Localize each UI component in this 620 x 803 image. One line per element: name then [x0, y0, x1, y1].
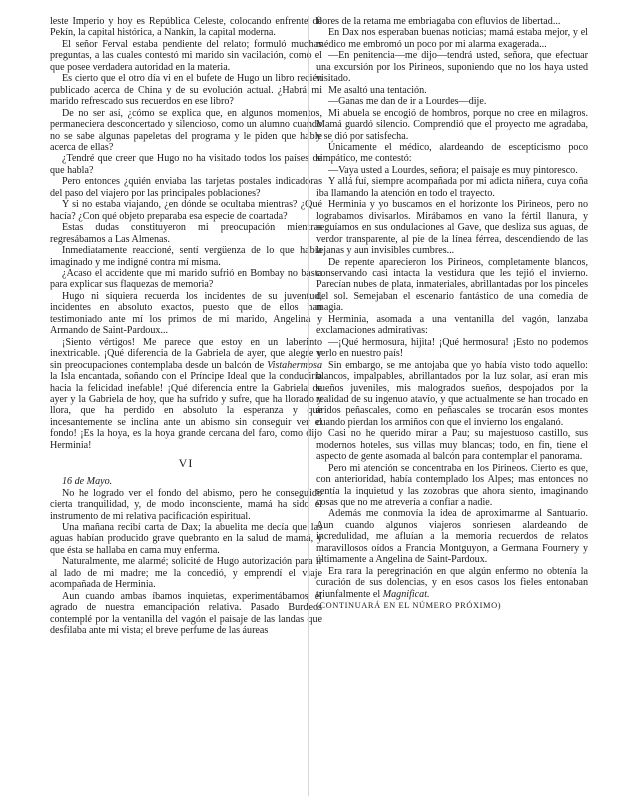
- paragraph: Herminia, asomada a una ventanilla del vagón, lanzaba exclamaciones admirativas:: [316, 313, 588, 337]
- italic-place-name: Vistahermosa: [267, 359, 322, 371]
- paragraph: No he logrado ver el fondo del abismo, pero he conseguido cierta tranquilidad, y, de modo inconsciente, mamá ha sido el instrumento de mi relativa pacificación espiritual.: [50, 487, 322, 522]
- paragraph-text: ¡Siento vértigos! Me parece que estoy en un laberinto inextricable. ¡Qué diferencia de la Gabriela de ayer, que alegre y sin preocupaciones contemplaba desde un balcón de: [50, 336, 322, 371]
- paragraph: ¿Acaso el accidente que mi marido sufrió en Bombay no basta para explicar sus flaquezas de memoria?: [50, 267, 322, 291]
- paragraph: ¿Tendré que creer que Hugo no ha visitado todos los países de que habla?: [50, 153, 322, 176]
- paragraph-text: la Isla encantada, soñando con el Príncipe Ideal que la conduciría hacia la felicidad inefable! ¡Qué diferencia entre la Gabriela de ayer y la Gabriela de hoy, que ha sufrido y sufre, que ha llorado y llora, que ha perdido en absoluto la esperanza y que incesantemente se inclina ante un abismo sin conseguir ver el fondo! ¡Es la hoya, es la hoya grande cercana del faro, como dijo Herminia!: [50, 371, 322, 451]
- paragraph: Pero entonces ¿quién enviaba las tarjetas postales indicadoras del paso del viajero por las principales poblaciones?: [50, 176, 322, 199]
- paragraph: Además me conmovía la idea de aproximarme al Santuario. Aun cuando algunos viajeros sonriesen alardeando de incredulidad, me afluían a la memoria recuerdos de relatos maravillosos oídos a Francia Montguyon, a Germana Fournery y últimamente a Angelina de Saint-Pardoux.: [316, 508, 588, 566]
- paragraph: Casi no he querido mirar a Pau; su majestuoso castillo, sus modernos hoteles, sus villas muy blancas; todo, en fin, tiene el aspecto de gente asomada al balcón para contemplar el panorama.: [316, 428, 588, 463]
- italic-hymn-title: Magnificat.: [382, 588, 430, 600]
- paragraph: Herminia y yo buscamos en el horizonte los Pirineos, pero no lograbamos divisarlos. Mirábamos en vano la fértil llanura, y seguíamos en sus ondulaciones al Gave, que desliza sus aguas, de verdor transparente, al pie de la línea férrea, descendiendo de las lejanas y aun invisibles cumbres...: [316, 199, 588, 257]
- paragraph-text: Era rara la peregrinación en que algún enfermo no obtenía la curación de sus dolencias, y en esos casos los fieles entonaban triunfalmente el: [316, 565, 588, 600]
- paragraph: En Dax nos esperaban buenas noticias; mamá estaba mejor, y el médico me embromó un poco por mi alarma exagerada...: [316, 27, 588, 50]
- section-heading: VI: [178, 456, 194, 471]
- paragraph: —En penitencia—me dijo—tendrá usted, señora, que efectuar una excursión por los Pirineos, suponiendo que no los haya usted visitado.: [316, 50, 588, 85]
- paragraph: Hugo ni siquiera recuerda los incidentes de su juventud, incidentes en absoluto exactos, puesto que de ellos han testimoniado ante mí los primos de mi marido, Angelina y Armando de Saint-Pardoux...: [50, 290, 322, 337]
- paragraph: Naturalmente, me alarmé; solicité de Hugo autorización para ir al lado de mi madre; me la concedió, y emprendí el viaje acompañada de Herminia.: [50, 556, 322, 591]
- paragraph: Sin embargo, se me antojaba que yo había visto todo aquello: blancos, impalpables, abrillantados por la luz solar, así eran mis sueños juveniles, mis malogrados sueños, despojados por la realidad de su ingenuo atavío, y que actualmente se han trocado en áridos peñascales, como en peñascales se trocarán esos montes cuando pierdan los armiños con que el invierno los engalanó.: [316, 359, 588, 428]
- paragraph: Me asaltó una tentación.: [328, 84, 427, 96]
- paragraph: Mi abuela se encogió de hombros, porque no cree en milagros. Mamá guardó silencio. Comprendió que el proyecto me agradaba, y se dió por satisfecha.: [316, 107, 588, 142]
- left-column: [50, 16, 322, 637]
- paragraph: Únicamente el médico, alardeando de escepticismo poco simpático, me contestó:: [316, 141, 588, 165]
- continued-note: (CONTINUARÁ EN EL NÚMERO PRÓXIMO): [316, 601, 502, 611]
- paragraph: [50, 337, 322, 452]
- paragraph: Inmediatamente reaccioné, sentí vergüenza de lo que había imaginado y me indigné contra mí misma.: [50, 245, 322, 268]
- paragraph: —Ganas me dan de ir a Lourdes—dije.: [328, 96, 487, 108]
- paragraph: flores de la retama me embriagaba con efluvios de libertad...: [316, 16, 561, 27]
- paragraph: Es cierto que el otro día vi en el bufete de Hugo un libro recién publicado acerca de China y de su evolución actual. ¿Habrá mi marido refrescado sus recuerdos en ese libro?: [50, 73, 322, 108]
- paragraph: El señor Ferval estaba pendiente del relato; formuló muchas preguntas, a las cuales contestó mi marido sin vacilación, como el que posee verdadera autoridad en la materia.: [50, 38, 322, 73]
- paragraph: Estas dudas constituyeron mi preocupación mientras regresábamos a Las Almenas.: [50, 222, 322, 245]
- right-column: [316, 16, 588, 612]
- paragraph: Y allá fuí, siempre acompañada por mi adicta niñera, cuya coña iba llamando la atención en todo el trayecto.: [316, 176, 588, 199]
- paragraph: Aun cuando ambas íbamos inquietas, experimentábamos el agrado de nuestra emancipación relativa. Pasado Burdeos contemplé por la ventanilla del vagón el paisaje de las landas que desfilaba ante mi vista; el breve perfume de las áureas: [50, 590, 322, 637]
- paragraph: —Vaya usted a Lourdes, señora; el paisaje es muy pintoresco.: [328, 164, 578, 176]
- column-divider: [308, 16, 309, 796]
- paragraph: De repente aparecieron los Pirineos, completamente blancos, conservando casi intacta la vestidura que les tejió el invierno. Parecían nubes de plata, inmateriales, abrillantadas por los pinceles del sol. Semejaban el escenario fantástico de una comedia de magia.: [316, 256, 588, 314]
- paragraph: Una mañana recibí carta de Dax; la abuelita me decía que las aguas habían producido grave quebranto en la salud de mamá, y que ésta se hallaba en cama muy enferma.: [50, 522, 322, 556]
- paragraph: De no ser así, ¿cómo se explica que, en algunos momentos, permaneciera desconcertado y silencioso, como un alumno cuando no se sabe algunas papeletas del programa y le piden que hable acerca de ellas?: [50, 107, 322, 153]
- paragraph: —¡Qué hermosura, hijita! ¡Qué hermosura! ¡Esto no podemos verlo en nuestro país!: [316, 336, 588, 360]
- paragraph: Pero mi atención se concentraba en los Pirineos. Cierto es que, con anterioridad, había contemplado los Alpes; mas entonces no sentía la inquietud y las zozobras que ahora siento, imaginando cosas que no me atrevería a confiar a nadie.: [316, 462, 588, 509]
- paragraph: leste Imperio y hoy es República Celeste, colocando enfrente de Pekín, la capital histórica, a Nankín, la capital moderna.: [50, 16, 322, 39]
- dateline: 16 de Mayo.: [62, 476, 113, 488]
- paragraph: Y si no estaba viajando, ¿en dónde se ocultaba mientras? ¿Qué hacía? ¿Con qué objeto preparaba esa especie de coartada?: [50, 199, 322, 222]
- paragraph: [316, 566, 588, 600]
